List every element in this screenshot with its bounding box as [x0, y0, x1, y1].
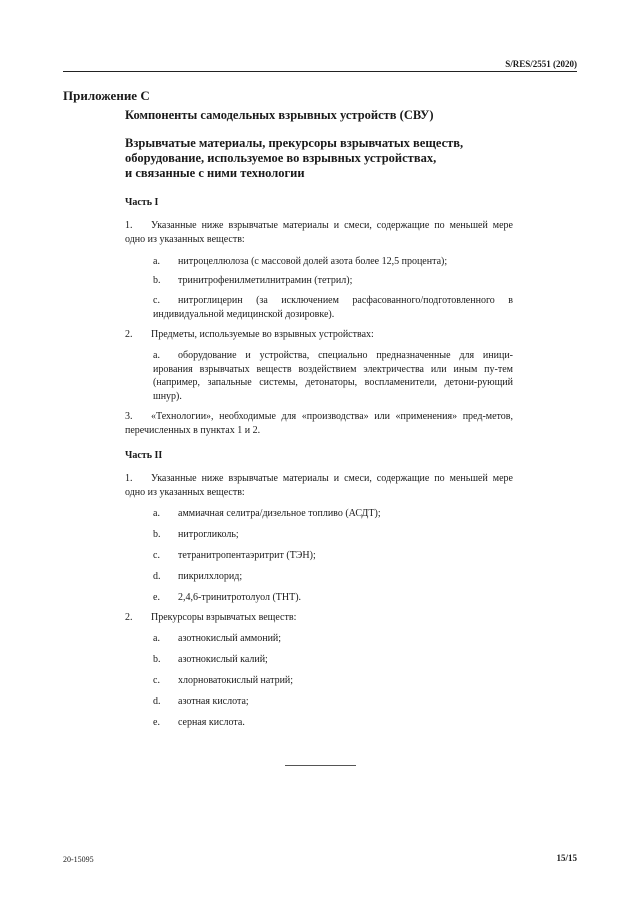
list-item — [153, 632, 513, 646]
list-item — [153, 294, 513, 321]
list-item — [153, 653, 513, 667]
subtitle-line: Взрывчатые материалы, прекурсоры взрывчатых веществ, — [125, 136, 464, 150]
item-letter: c. — [153, 550, 160, 561]
footer-document-number: 20-15095 — [63, 855, 94, 864]
list-item — [153, 549, 513, 563]
item-text: азотнокислый калий; — [178, 654, 268, 665]
subtitle — [125, 136, 463, 181]
item-text: 2,4,6-тринитротолуол (ТНТ). — [178, 592, 302, 603]
end-divider — [285, 765, 356, 766]
part1-heading: Часть I — [125, 197, 159, 208]
item-text: аммиачная селитра/дизельное топливо (АСДТ); — [178, 508, 381, 519]
item-letter: d. — [153, 696, 161, 707]
paragraph-text: Предметы, используемые во взрывных устройствах: — [151, 329, 374, 340]
item-letter: a. — [153, 633, 160, 644]
item-text: нитрогликоль; — [178, 529, 239, 540]
part1-paragraph-2 — [125, 328, 513, 342]
header-divider — [63, 71, 577, 72]
paragraph-number: 3. — [125, 411, 133, 422]
list-item — [153, 274, 513, 288]
list-item — [153, 695, 513, 709]
list-item — [153, 507, 513, 521]
paragraph-number: 1. — [125, 220, 133, 231]
part2-paragraph-2 — [125, 611, 513, 625]
item-text: оборудование и устройства, специально предназначенные для иници-ирования взрывчатых веществ воздействием электричества или иным пу-тем (например, запальные системы, детонаторы, воспламенители, детони-рующий шнур). — [153, 350, 513, 402]
subtitle-line: и связанные с ними технологии — [125, 166, 305, 180]
item-letter: a. — [153, 256, 160, 267]
main-title: Компоненты самодельных взрывных устройств (СВУ) — [125, 108, 434, 122]
list-item — [153, 716, 513, 730]
list-item — [153, 591, 513, 605]
paragraph-number: 2. — [125, 329, 133, 340]
item-text: тринитрофенилметилнитрамин (тетрил); — [178, 275, 353, 286]
list-item — [153, 674, 513, 688]
paragraph-text: Указанные ниже взрывчатые материалы и смеси, содержащие по меньшей мере одно из указанных веществ: — [125, 473, 513, 498]
part1-paragraph-3 — [125, 410, 513, 437]
item-text: хлорноватокислый натрий; — [178, 675, 294, 686]
item-letter: b. — [153, 275, 161, 286]
paragraph-text: Указанные ниже взрывчатые материалы и смеси, содержащие по меньшей мере одно из указанных веществ: — [125, 220, 513, 245]
item-text: азотнокислый аммоний; — [178, 633, 282, 644]
paragraph-text: Прекурсоры взрывчатых веществ: — [151, 612, 297, 623]
annex-title: Приложение С — [63, 88, 150, 103]
item-letter: c. — [153, 295, 160, 306]
item-letter: e. — [153, 592, 160, 603]
list-item — [153, 255, 513, 269]
paragraph-text: «Технологии», необходимые для «производства» или «применения» пред-метов, перечисленных в пунктах 1 и 2. — [125, 411, 513, 436]
list-item — [153, 349, 513, 403]
item-letter: b. — [153, 654, 161, 665]
item-text: пикрилхлорид; — [178, 571, 243, 582]
item-letter: c. — [153, 675, 160, 686]
part1-paragraph-1 — [125, 219, 513, 246]
item-letter: b. — [153, 529, 161, 540]
part2-paragraph-1 — [125, 472, 513, 499]
paragraph-number: 2. — [125, 612, 133, 623]
subtitle-line: оборудование, используемое во взрывных устройствах, — [125, 151, 437, 165]
page-number: 15/15 — [556, 853, 577, 863]
item-text: серная кислота. — [178, 717, 245, 728]
item-text: нитроглицерин (за исключением расфасованного/подготовленного в индивидуальной медицинской дозировке). — [153, 295, 513, 320]
paragraph-number: 1. — [125, 473, 133, 484]
item-text: азотная кислота; — [178, 696, 249, 707]
part2-heading: Часть II — [125, 450, 163, 461]
list-item — [153, 570, 513, 584]
item-text: нитроцеллюлоза (с массовой долей азота более 12,5 процента); — [178, 256, 448, 267]
item-letter: d. — [153, 571, 161, 582]
item-letter: a. — [153, 508, 160, 519]
document-code: S/RES/2551 (2020) — [505, 59, 577, 69]
list-item — [153, 528, 513, 542]
item-letter: a. — [153, 350, 160, 361]
item-letter: e. — [153, 717, 160, 728]
item-text: тетранитропентаэритрит (ТЭН); — [178, 550, 316, 561]
